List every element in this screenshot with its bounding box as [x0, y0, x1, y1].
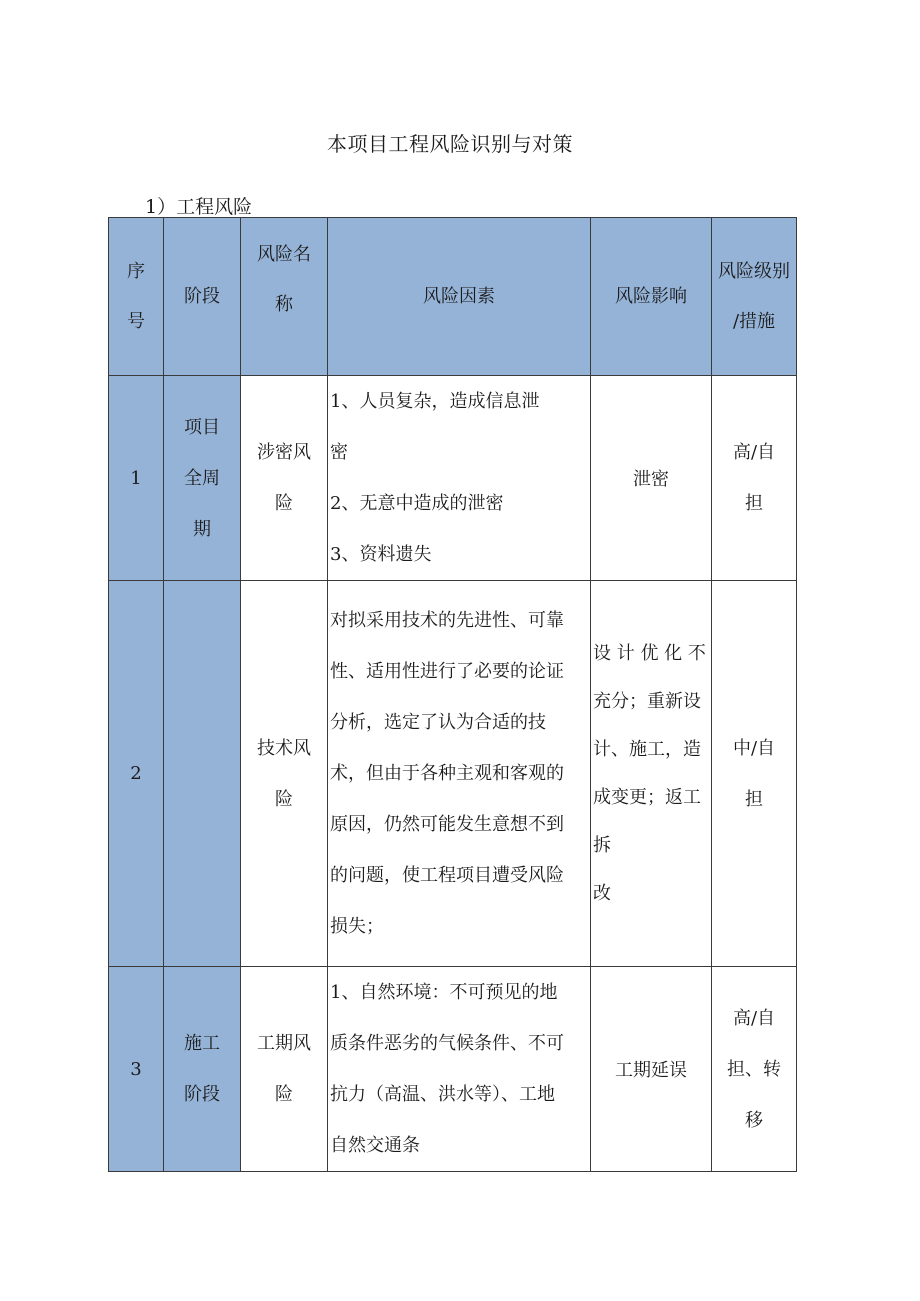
cell-index: 1 [109, 376, 164, 581]
cell-stage: 施工 阶段 [164, 967, 241, 1172]
cell-risk-name: 工期风 险 [241, 967, 328, 1172]
header-risk-name: 风险名 称 [241, 218, 328, 376]
cell-factors: 1、自然环境：不可预见的地 质条件恶劣的气候条件、不可 抗力（高温、洪水等）、工地 自然交通条 [328, 967, 591, 1172]
cell-level: 高/自 担、转 移 [712, 967, 797, 1172]
cell-index: 2 [109, 581, 164, 967]
header-level: 风险级别 /措施 [712, 218, 797, 376]
header-impact: 风险影响 [591, 218, 712, 376]
cell-factors: 1、人员复杂，造成信息泄 密 2、无意中造成的泄密 3、资料遗失 [328, 376, 591, 581]
table-row [109, 581, 797, 967]
cell-index: 3 [109, 967, 164, 1172]
cell-impact: 泄密 [591, 376, 712, 581]
table-row [109, 967, 797, 1172]
table-row [109, 376, 797, 581]
cell-stage [164, 581, 241, 967]
header-stage: 阶段 [164, 218, 241, 376]
risk-table [108, 217, 797, 1172]
cell-impact: 设 计 优 化 不 充分；重新设 计、施工，造 成变更；返工 拆 改 [591, 581, 712, 967]
cell-factors: 对拟采用技术的先进性、可靠 性、适用性进行了必要的论证 分析，选定了认为合适的技 术，但由于各种主观和客观的 原因，仍然可能发生意想不到 的问题，使工程项目遭受风险 损失； [328, 581, 591, 967]
header-index: 序 号 [109, 218, 164, 376]
cell-level: 高/自 担 [712, 376, 797, 581]
cell-level: 中/自 担 [712, 581, 797, 967]
section-heading: 1）工程风险 [145, 196, 253, 218]
cell-stage: 项目 全周 期 [164, 376, 241, 581]
cell-risk-name: 技术风 险 [241, 581, 328, 967]
cell-risk-name: 涉密风 险 [241, 376, 328, 581]
header-factors: 风险因素 [328, 218, 591, 376]
cell-impact: 工期延误 [591, 967, 712, 1172]
table-header-row [109, 218, 797, 376]
document-title: 本项目工程风险识别与对策 [327, 132, 573, 156]
